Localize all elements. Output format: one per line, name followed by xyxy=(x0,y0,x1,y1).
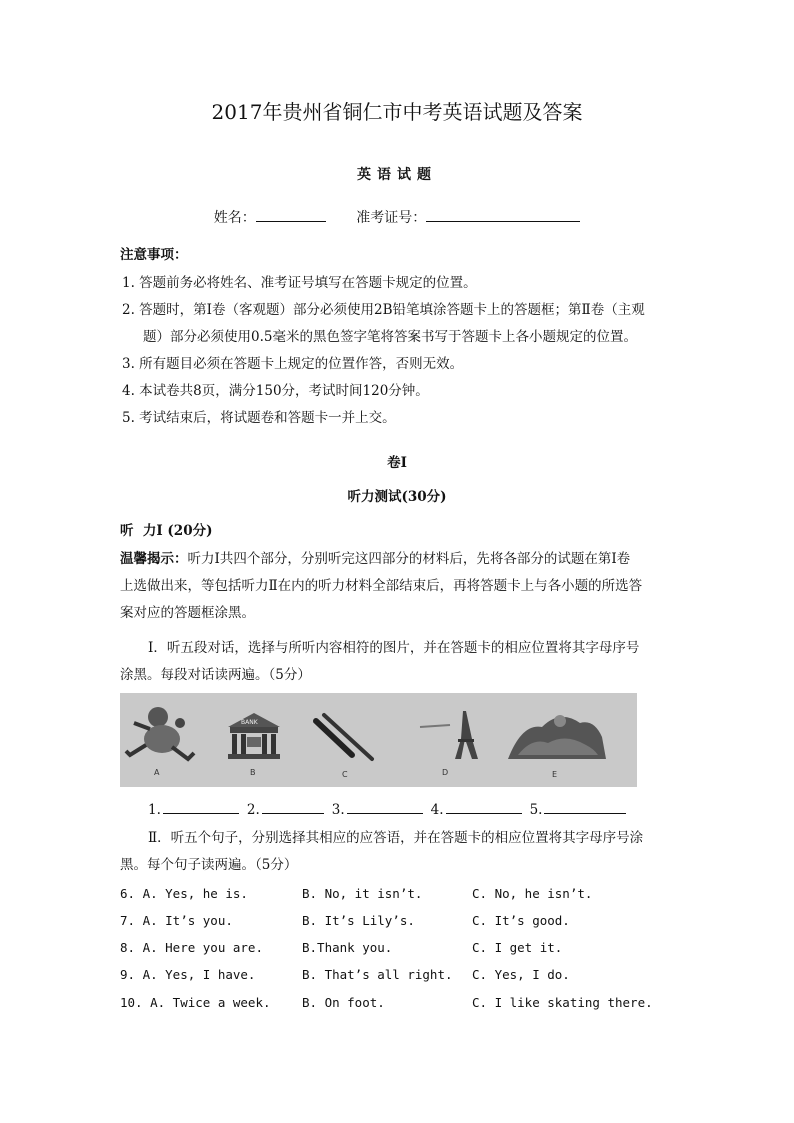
note-item: 3. 所有题目必须在答题卡上规定的位置作答，否则无效。 xyxy=(122,356,464,372)
blank-number: 3. xyxy=(331,802,345,818)
note-item: 2. 答题时，第Ⅰ卷（客观题）部分必须使用2B铅笔填涂答题卡上的答题框；第Ⅱ卷（主观 xyxy=(122,302,645,318)
picture-label: E xyxy=(552,770,558,779)
mountain-picture xyxy=(508,715,606,779)
answer-blanks xyxy=(148,801,634,818)
answer-blank[interactable] xyxy=(262,801,324,814)
bank-sign: BANK xyxy=(241,719,258,726)
answer-blank[interactable] xyxy=(163,801,239,814)
picture-strip xyxy=(120,693,637,787)
tip-line xyxy=(120,547,630,567)
question-option: C. Yes, I do. xyxy=(472,967,570,982)
question-option: 10. A. Twice a week. xyxy=(120,995,271,1010)
note-item: 4. 本试卷共8页，满分150分，考试时间120分钟。 xyxy=(122,383,429,399)
tip-text: 听力Ⅰ共四个部分，分别听完这四部分的材料后，先将各部分的试题在第Ⅰ卷 xyxy=(187,551,631,567)
question-option: B. No, it isn’t. xyxy=(302,886,423,901)
runner-picture xyxy=(126,707,194,777)
note-item: 1. 答题前务必将姓名、准考证号填写在答题卡规定的位置。 xyxy=(122,275,477,291)
question-option: 6. A. Yes, he is. xyxy=(120,886,248,901)
name-label: 姓名： xyxy=(213,210,256,226)
blank-number: 5. xyxy=(529,802,543,818)
section-title: 听力测试(30分) xyxy=(347,489,447,505)
tip-label: 温馨揭示： xyxy=(120,551,188,567)
question-option: B. On foot. xyxy=(302,995,385,1010)
blank-number: 1. xyxy=(148,802,161,818)
question-option: 8. A. Here you are. xyxy=(120,940,263,955)
picture-strip-svg xyxy=(120,693,637,787)
document-title: 2017年贵州省铜仁市中考英语试题及答案 xyxy=(211,100,583,124)
answer-blank[interactable] xyxy=(446,801,522,814)
picture-label: B xyxy=(250,768,256,777)
answer-blank[interactable] xyxy=(544,801,626,814)
picture-label: C xyxy=(342,770,348,779)
exam-id-field[interactable] xyxy=(426,207,580,222)
pen-picture xyxy=(316,715,372,779)
question-option: 9. A. Yes, I have. xyxy=(120,967,256,982)
candidate-info xyxy=(0,207,794,227)
tip-line: 上选做出来，等包括听力Ⅱ在内的听力材料全部结束后，再将答题卡上与各小题的所选答 xyxy=(120,578,643,594)
question-option: B. That’s all right. xyxy=(302,967,453,982)
question-option: B. It’s Lily’s. xyxy=(302,913,415,928)
question-option: B.Thank you. xyxy=(302,940,393,955)
answer-blank[interactable] xyxy=(347,801,423,814)
bank-picture xyxy=(228,713,280,777)
document-subtitle: 英语试题 xyxy=(357,167,437,183)
name-field[interactable] xyxy=(256,207,326,222)
tower-picture xyxy=(420,711,478,777)
volume-label: 卷Ⅰ xyxy=(387,455,407,471)
question-option: C. I get it. xyxy=(472,940,563,955)
blank-number: 2. xyxy=(246,802,260,818)
tip-line: 案对应的答题框涂黑。 xyxy=(120,605,255,621)
part1-instruction: Ⅰ．听五段对话，选择与所听内容相符的图片，并在答题卡的相应位置将其字母序号 xyxy=(148,640,640,656)
question-option: C. I like skating there. xyxy=(472,995,653,1010)
question-option: 7. A. It’s you. xyxy=(120,913,233,928)
question-option: C. No, he isn’t. xyxy=(472,886,593,901)
note-item: 5. 考试结束后，将试题卷和答题卡一并上交。 xyxy=(122,410,396,426)
blank-number: 4. xyxy=(430,802,444,818)
notes-heading: 注意事项： xyxy=(120,247,188,263)
question-option: C. It’s good. xyxy=(472,913,570,928)
picture-label: D xyxy=(442,768,449,777)
exam-id-label: 准考证号： xyxy=(356,210,427,226)
part2-instruction: 黑。每个句子读两遍。（5分） xyxy=(120,857,298,873)
part2-instruction: Ⅱ．听五个句子，分别选择其相应的应答语，并在答题卡的相应位置将其字母序号涂 xyxy=(148,830,644,846)
listening-heading: 听 力Ⅰ (20分) xyxy=(120,523,213,539)
part1-instruction: 涂黑。每段对话读两遍。（5分） xyxy=(120,667,311,683)
picture-label: A xyxy=(154,768,160,777)
note-item: 题）部分必须使用0.5毫米的黑色签字笔将答案书写于答题卡上各小题规定的位置。 xyxy=(143,329,637,345)
